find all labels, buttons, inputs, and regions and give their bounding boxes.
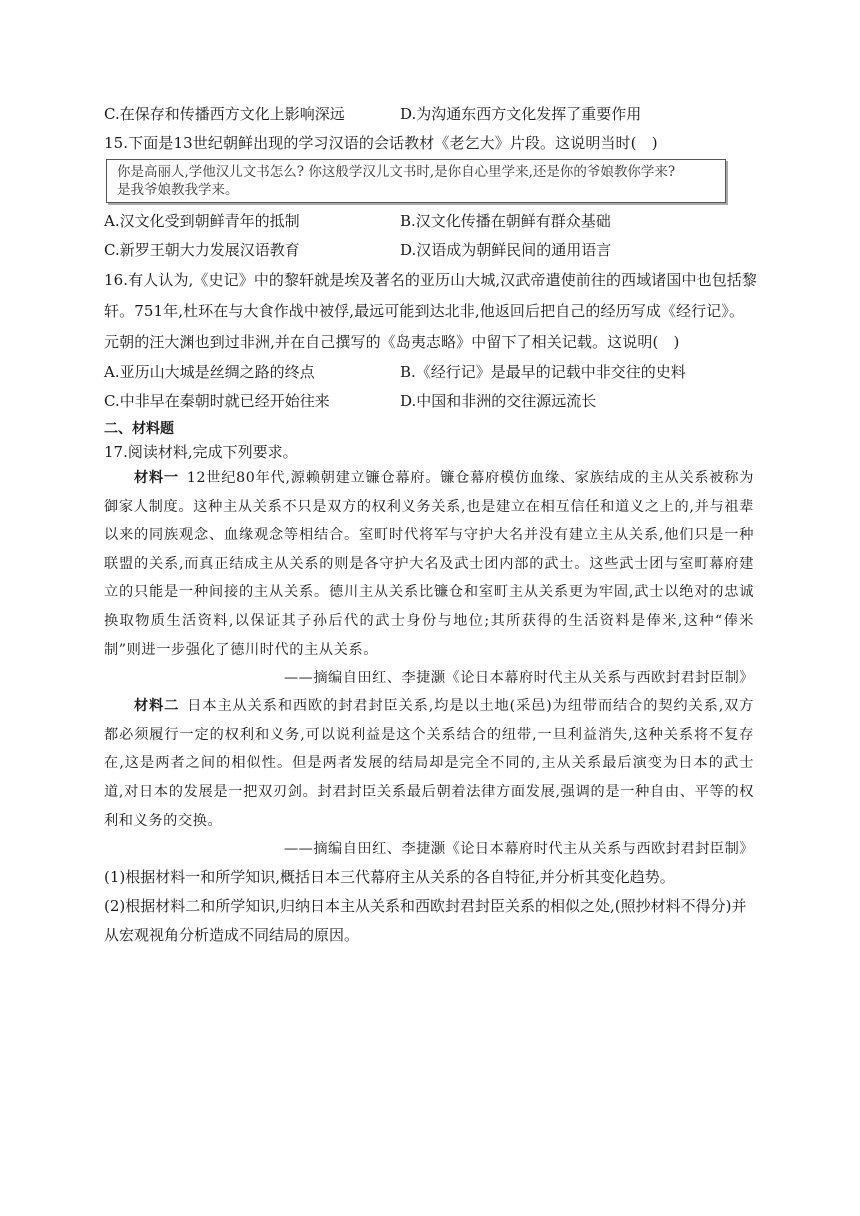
q14-option-c[interactable]: C.在保存和传播西方文化上影响深远 — [104, 105, 345, 123]
material2-label: 材料二 — [134, 698, 180, 715]
q15-dialog-line1: 你是高丽人,学他汉儿文书怎么? 你这般学汉儿文书时,是你自心里学来,还是你的爷娘教你学来? — [117, 164, 676, 180]
q15-dialog-line2: 是我爷娘教我学来。 — [117, 182, 239, 198]
q17-task2-line1: (2)根据材料二和所学知识,归纳日本主从关系和西欧封君封臣关系的相似之处,(照抄材料不得分)并 — [104, 897, 747, 916]
q15-option-b[interactable]: B.汉文化传播在朝鲜有群众基础 — [400, 212, 611, 230]
material1-source: ——摘编自田红、李捷灏《论日本幕府时代主从关系与西欧封君封臣制》 — [283, 670, 754, 687]
q17-stem: 17.阅读材料,完成下列要求。 — [104, 443, 298, 461]
q16-stem-line3: 元朝的汪大渊也到过非洲,并在自己撰写的《岛夷志略》中留下了相关记载。这说明( ) — [104, 333, 680, 351]
q17-task1: (1)根据材料一和所学知识,概括日本三代幕府主从关系的各自特征,并分析其变化趋势。 — [104, 868, 675, 887]
q15-stem: 15.下面是13世纪朝鲜出现的学习汉语的会话教材《老乞大》片段。这说明当时( ) — [104, 134, 658, 152]
q17-material2 — [104, 692, 754, 835]
q16-option-a[interactable]: A.亚历山大城是丝绸之路的终点 — [104, 363, 315, 381]
q17-task2-line2: 从宏观视角分析造成不同结局的原因。 — [104, 926, 360, 945]
q15-options-cd — [104, 236, 754, 265]
q14-option-d[interactable]: D.为沟通东西方文化发挥了重要作用 — [400, 105, 642, 123]
q14-options-cd — [104, 100, 754, 129]
q17-material1 — [104, 464, 754, 664]
q16-option-c[interactable]: C.中非早在秦朝时就已经开始往来 — [104, 392, 330, 410]
exam-page — [104, 100, 757, 950]
material1-text: 12世纪80年代,源赖朝建立镰仓幕府。镰仓幕府模仿血缘、家族结成的主从关系被称为御家人制度。这种主从关系不只是双方的权利义务关系,也是建立在相互信任和道义之上的,并与祖辈以来的同族观念、血缘观念等相结合。室町时代将军与守护大名并没有建立主从关系,他们只是一种联盟的关系,而真正结成主从关系的则是各守护大名及武士团内部的武士。这些武士团与室町幕府建立的只能是一种间接的主从关系。德川主从关系比镰仓和室町主从关系更为牢固,武士以绝对的忠诚换取物质生活资料,以保证其子孙后代的武士身份与地位;其所获得的生活资料是俸米,这种“俸米制”则进一步强化了德川时代的主从关系。 — [104, 470, 754, 658]
q15-options-ab — [104, 207, 754, 236]
material2-source: ——摘编自田红、李捷灏《论日本幕府时代主从关系与西欧封君封臣制》 — [283, 841, 754, 858]
q15-dialog-box — [106, 159, 726, 203]
material2-text: 日本主从关系和西欧的封君封臣关系,均是以土地(采邑)为纽带而结合的契约关系,双方都必须履行一定的权利和义务,可以说利益是这个关系结合的纽带,一旦利益消失,这种关系将不复存在,这是两者之间的相似性。但是两者发展的结局却是完全不同的,主从关系最后演变为日本的武士道,对日本的发展是一把双刃剑。封君封臣关系最后朝着法律方面发展,强调的是一种自由、平等的权利和义务的交换。 — [104, 698, 754, 829]
section-heading: 二、材料题 — [104, 421, 174, 437]
material1-label: 材料一 — [134, 470, 179, 486]
q16-option-b[interactable]: B.《经行记》是最早的记载中非交往的史料 — [400, 363, 686, 381]
q15-option-d[interactable]: D.汉语成为朝鲜民间的通用语言 — [400, 241, 612, 259]
q16-options-cd — [104, 387, 754, 416]
q16-stem-line1: 16.有人认为,《史记》中的黎轩就是埃及著名的亚历山大城,汉武帝遣使前往的西域诸国中也包括黎 — [104, 271, 757, 289]
q16-options-ab — [104, 358, 754, 387]
q16-stem-line2: 轩。751年,杜环在与大食作战中被俘,最远可能到达北非,他返回后把自己的经历写成《经行记》。 — [104, 302, 745, 320]
q16-option-d[interactable]: D.中国和非洲的交往源远流长 — [400, 392, 597, 410]
q15-option-a[interactable]: A.汉文化受到朝鲜青年的抵制 — [104, 212, 300, 230]
q15-option-c[interactable]: C.新罗王朝大力发展汉语教育 — [104, 241, 300, 259]
